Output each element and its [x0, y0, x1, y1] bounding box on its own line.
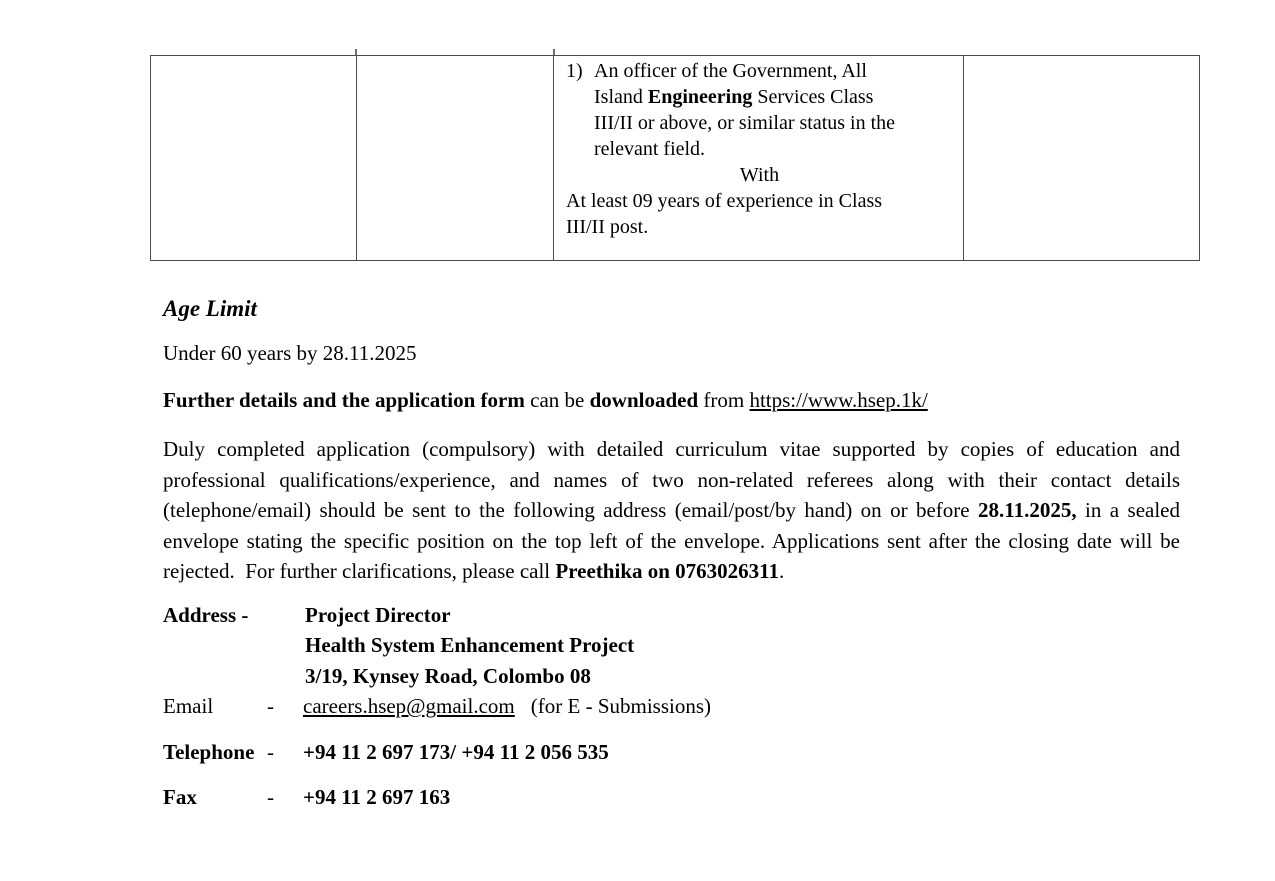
- age-limit-value: Under 60 years by 28.11.2025: [163, 341, 417, 365]
- engineering-bold-text: Engineering: [647, 86, 753, 108]
- qualifications-table: [150, 55, 1200, 261]
- fax-value: +94 11 2 697 163: [303, 785, 451, 809]
- telephone-label: Telephone: [163, 740, 255, 764]
- address-line-3: 3/19, Kynsey Road, Colombo 08: [305, 663, 591, 688]
- qualification-item: [566, 58, 953, 162]
- table-cell-empty-1: [151, 56, 357, 260]
- table-cell-qualifications: [554, 56, 964, 260]
- table-cell-empty-2: [357, 56, 554, 260]
- qualification-line-2: [594, 84, 953, 110]
- address-line-1: Project Director: [305, 603, 451, 627]
- with-connector: With: [739, 164, 780, 186]
- application-instructions-paragraph: [163, 434, 1180, 587]
- download-bold-word: downloaded: [589, 388, 699, 412]
- email-label: Email: [163, 694, 214, 719]
- qualification-line-1: [594, 58, 953, 84]
- address-line-2: Health System Enhancement Project: [305, 633, 635, 658]
- address-row-2: [163, 630, 711, 660]
- table-continuation-tick-left: [355, 49, 357, 56]
- table-continuation-tick-right: [553, 49, 555, 56]
- telephone-row: [163, 738, 609, 766]
- experience-line-1: At least 09 years of experience in Class: [566, 190, 883, 212]
- address-row-3: [163, 661, 711, 691]
- email-row: [163, 691, 711, 721]
- email-dash: -: [267, 694, 274, 719]
- list-item-marker: 1): [566, 60, 583, 82]
- instructions-part-2: in a sealed envelope stating the specific position on the top left of the envelope. Applications sent after the closing date will be rejected. For further clarifications, please call: [163, 498, 1180, 583]
- download-text-2: from: [698, 388, 750, 412]
- fax-dash: -: [267, 785, 274, 809]
- qualification-text-2b: Services Class: [752, 86, 874, 108]
- download-bold-lead: Further details and the application form: [163, 388, 525, 412]
- qualification-text-2a: Island: [594, 86, 648, 108]
- email-link[interactable]: careers.hsep@gmail.com: [303, 694, 515, 719]
- age-limit-heading: Age Limit: [163, 296, 257, 321]
- table-cell-empty-3: [964, 56, 1199, 260]
- fax-row: [163, 783, 450, 811]
- telephone-value: +94 11 2 697 173/ +94 11 2 056 535: [303, 740, 609, 764]
- address-row-1: [163, 600, 711, 630]
- telephone-dash: -: [267, 740, 274, 764]
- address-label: Address -: [163, 603, 249, 627]
- website-link[interactable]: https://www.hsep.1k/: [749, 388, 928, 412]
- qualification-text-1: An officer of the Government, All: [594, 60, 867, 82]
- email-note: (for E - Submissions): [530, 694, 712, 719]
- clarification-contact-bold: Preethika on 0763026311: [555, 559, 780, 583]
- instructions-part-1: Duly completed application (compulsory) with detailed curriculum vitae supported by copies of education and professional qualifications/experience, and names of two non-related referees along with their contact details (telephone/email) should be sent to the following address (email/post/by hand) on or before: [163, 437, 1180, 522]
- download-text-1: can be: [524, 388, 590, 412]
- instructions-part-3: .: [779, 559, 785, 583]
- deadline-date-bold: 28.11.2025,: [978, 498, 1077, 522]
- experience-line-2: III/II post.: [566, 216, 649, 238]
- download-info-line: [163, 386, 928, 414]
- fax-label: Fax: [163, 785, 197, 809]
- qualification-line-3: III/II or above, or similar status in the: [594, 112, 896, 134]
- qualification-line-4: relevant field.: [594, 138, 706, 160]
- contact-block: [163, 600, 711, 722]
